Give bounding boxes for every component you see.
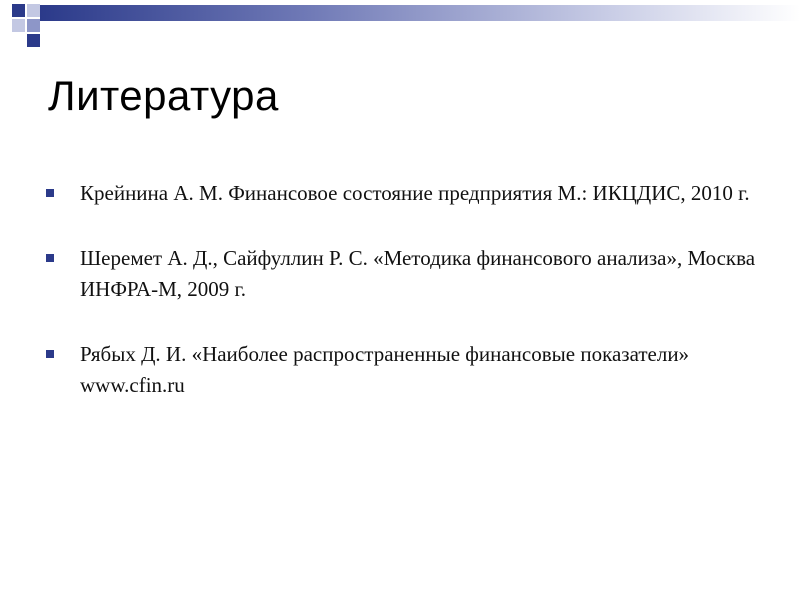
list-item: [42, 243, 762, 305]
reference-list: [42, 178, 762, 435]
header-gradient-band: [40, 5, 800, 21]
square-bullet-icon: [46, 254, 54, 262]
decor-square: [27, 34, 40, 47]
decor-square: [12, 4, 25, 17]
list-item: [42, 178, 762, 209]
decor-square: [27, 4, 40, 17]
square-bullet-icon: [46, 189, 54, 197]
decor-square: [27, 19, 40, 32]
square-bullet-icon: [46, 350, 54, 358]
reference-text: Шеремет А. Д., Сайфуллин Р. С. «Методика финансового анализа», Москва ИНФРА-М, 2009 г.: [80, 246, 756, 301]
reference-text: Рябых Д. И. «Наиболее распространенные финансовые показатели» www.cfin.ru: [80, 342, 690, 397]
slide-title: Литература: [48, 72, 279, 119]
decor-square: [12, 19, 25, 32]
list-item: [42, 339, 762, 401]
reference-text: Крейнина А. М. Финансовое состояние предприятия М.: ИКЦДИС, 2010 г.: [80, 181, 750, 205]
header-decoration: [0, 0, 800, 50]
